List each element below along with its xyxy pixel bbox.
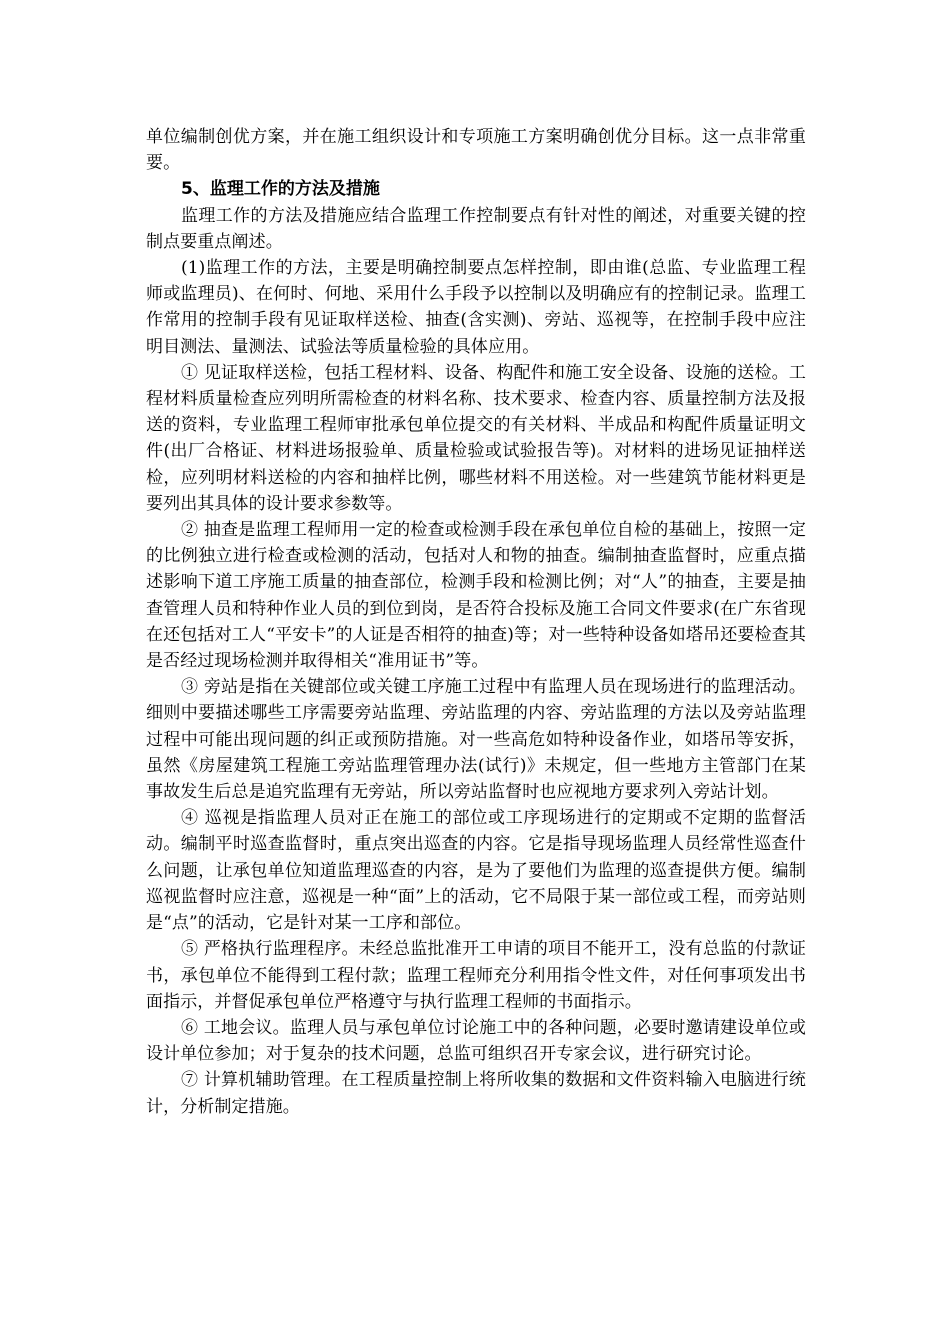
paragraph-site-meeting: ⑥ 工地会议。监理人员与承包单位讨论施工中的各种问题，必要时邀请建设单位或设计单位参加；对于复杂的技术问题，总监可组织召开专家会议，进行研究讨论。 bbox=[146, 1017, 806, 1065]
intro-paragraph: 单位编制创优方案，并在施工组织设计和专项施工方案明确创优分目标。这一点非常重要。 bbox=[146, 127, 806, 174]
section-heading: 5、监理工作的方法及措施 bbox=[181, 179, 380, 200]
paragraph-side-station: ③ 旁站是指在关键部位或关键工序施工过程中有监理人员在现场进行的监理活动。细则中要描述哪些工序需要旁站监理、旁站监理的内容、旁站监理的方法以及旁站监理过程中可能出现问题的纠正或预防措施。对一些高危如特种设备作业，如塔吊等安拆，虽然《房屋建筑工程施工旁站监理管理办法(试行)》未规定，但一些地方主管部门在某事故发生后总是追究监理有无旁站，所以旁站监督时也应视地方要求列入旁站计划。 bbox=[146, 677, 806, 803]
paragraph-overview: 监理工作的方法及措施应结合监理工作控制要点有针对性的阐述，对重要关键的控制点要重点阐述。 bbox=[146, 205, 806, 252]
paragraph-spot-check: ② 抽查是监理工程师用一定的检查或检测手段在承包单位自检的基础上，按照一定的比例独立进行检查或检测的活动，包括对人和物的抽查。编制抽查监督时，应重点描述影响下道工序施工质量的抽查部位，检测手段和检测比例；对“人”的抽查，主要是抽查管理人员和特种作业人员的到位到岗，是否符合投标及施工合同文件要求(在广东省现在还包括对工人“平安卡”的人证是否相符的抽查)等；对一些特种设备如塔吊还要检查其是否经过现场检测并取得相关“准用证书”等。 bbox=[146, 520, 806, 672]
paragraph-procedure: ⑤ 严格执行监理程序。未经总监批准开工申请的项目不能开工，没有总监的付款证书，承包单位不能得到工程付款；监理工程师充分利用指令性文件，对任何事项发出书面指示，并督促承包单位严格遵守与执行监理工程师的书面指示。 bbox=[146, 939, 806, 1012]
paragraph-sampling: ① 见证取样送检，包括工程材料、设备、构配件和施工安全设备、设施的送检。工程材料质量检查应列明所需检查的材料名称、技术要求、检查内容、质量控制方法及报送的资料，专业监理工程师审批承包单位提交的有关材料、半成品和构配件质量证明文件(出厂合格证、材料进场报验单、质量检验或试验报告等)。对材料的进场见证抽样送检，应列明材料送检的内容和抽样比例，哪些材料不用送检。对一些建筑节能材料更是要列出其具体的设计要求参数等。 bbox=[146, 362, 806, 514]
document-body bbox=[146, 124, 806, 1120]
paragraph-patrol: ④ 巡视是指监理人员对正在施工的部位或工序现场进行的定期或不定期的监督活动。编制平时巡查监督时，重点突出巡查的内容。它是指导现场监理人员经常性巡查什么问题，让承包单位知道监理巡查的内容，是为了要他们为监理的巡查提供方便。编制巡视监督时应注意，巡视是一种“面”上的活动，它不局限于某一部位或工程，而旁站则是“点”的活动，它是针对某一工序和部位。 bbox=[146, 808, 806, 934]
paragraph-methods: (1)监理工作的方法，主要是明确控制要点怎样控制，即由谁(总监、专业监理工程师或监理员)、在何时、何地、采用什么手段予以控制以及明确应有的控制记录。监理工作常用的控制手段有见证取样送检、抽查(含实测)、旁站、巡视等，在控制手段中应注明目测法、量测法、试验法等质量检验的具体应用。 bbox=[146, 258, 806, 357]
paragraph-computer-aided: ⑦ 计算机辅助管理。在工程质量控制上将所收集的数据和文件资料输入电脑进行统计，分析制定措施。 bbox=[146, 1070, 806, 1117]
